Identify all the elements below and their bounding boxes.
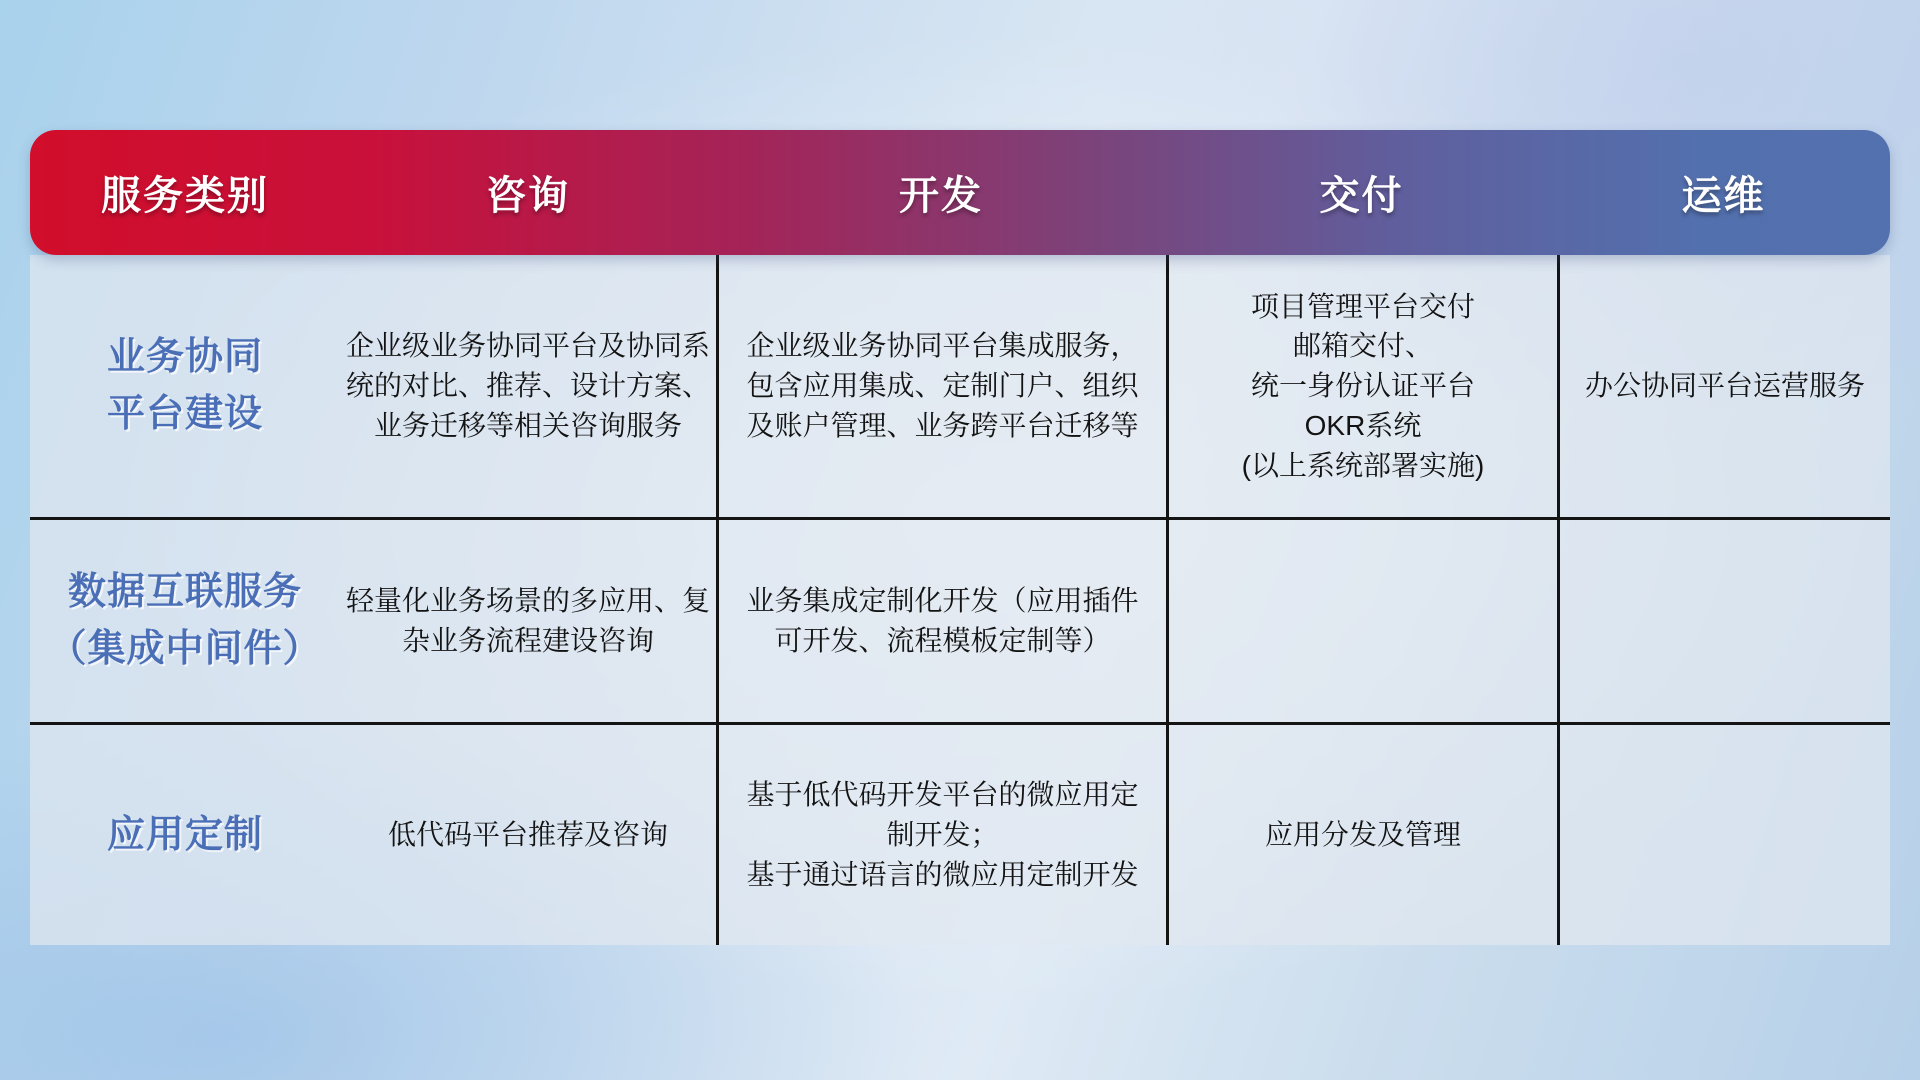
operations-cell bbox=[1557, 255, 1890, 517]
category-line: （集成中间件） bbox=[48, 628, 322, 670]
development-cell bbox=[716, 520, 1166, 722]
consulting-cell bbox=[340, 520, 716, 722]
category-cell bbox=[30, 725, 340, 945]
consulting-cell bbox=[340, 255, 716, 517]
cell-text: 轻量化业务场景的多应用、复杂业务流程建设咨询 bbox=[346, 585, 711, 656]
cell-text: 办公协同平台运营服务 bbox=[1584, 370, 1865, 402]
category-line: 平台建设 bbox=[106, 393, 263, 435]
services-matrix-table bbox=[30, 130, 1890, 945]
cell-text: 应用分发及管理 bbox=[1264, 819, 1461, 851]
header-consulting: 咨询 bbox=[486, 174, 570, 218]
category-line: 业务协同 bbox=[106, 336, 263, 378]
table-header-bar bbox=[30, 130, 1890, 255]
development-line: 基于通过语言的微应用定制开发 bbox=[746, 858, 1139, 890]
cell-text: 业务集成定制化开发（应用插件可开发、流程模板定制等） bbox=[746, 585, 1139, 656]
delivery-line: 项目管理平台交付 bbox=[1250, 290, 1475, 322]
cell-text: 企业级业务协同平台及协同系统的对比、推荐、设计方案、业务迁移等相关咨询服务 bbox=[346, 330, 711, 441]
table-row-data-interconnection bbox=[30, 517, 1890, 722]
development-cell bbox=[716, 725, 1166, 945]
header-operations: 运维 bbox=[1681, 174, 1766, 218]
header-development: 开发 bbox=[899, 174, 983, 218]
cell-text: 企业级业务协同平台集成服务，包含应用集成、定制门户、组织及账户管理、业务跨平台迁移等 bbox=[746, 330, 1139, 441]
header-delivery: 交付 bbox=[1319, 174, 1404, 218]
delivery-cell bbox=[1166, 255, 1557, 517]
delivery-line: 统一身份认证平台 bbox=[1250, 370, 1475, 402]
cell-text: 低代码平台推荐及咨询 bbox=[387, 819, 668, 851]
operations-cell-empty bbox=[1557, 520, 1890, 722]
category-cell bbox=[30, 255, 340, 517]
delivery-cell-empty bbox=[1166, 520, 1557, 722]
category-line: 应用定制 bbox=[106, 813, 263, 856]
delivery-line: 邮箱交付、 bbox=[1292, 330, 1433, 362]
delivery-line: OKR系统 bbox=[1304, 409, 1422, 441]
table-row-collaboration-platform bbox=[30, 255, 1890, 517]
delivery-cell bbox=[1166, 725, 1557, 945]
table-body bbox=[30, 255, 1890, 945]
category-cell bbox=[30, 520, 340, 722]
operations-cell-empty bbox=[1557, 725, 1890, 945]
development-cell bbox=[716, 255, 1166, 517]
header-service-category: 服务类别 bbox=[101, 174, 269, 218]
delivery-line: (以上系统部署实施) bbox=[1241, 449, 1485, 481]
table-row-app-customization bbox=[30, 722, 1890, 945]
consulting-cell bbox=[340, 725, 716, 945]
development-line: 基于低代码开发平台的微应用定制开发； bbox=[746, 779, 1139, 851]
category-line: 数据互联服务 bbox=[67, 571, 302, 613]
